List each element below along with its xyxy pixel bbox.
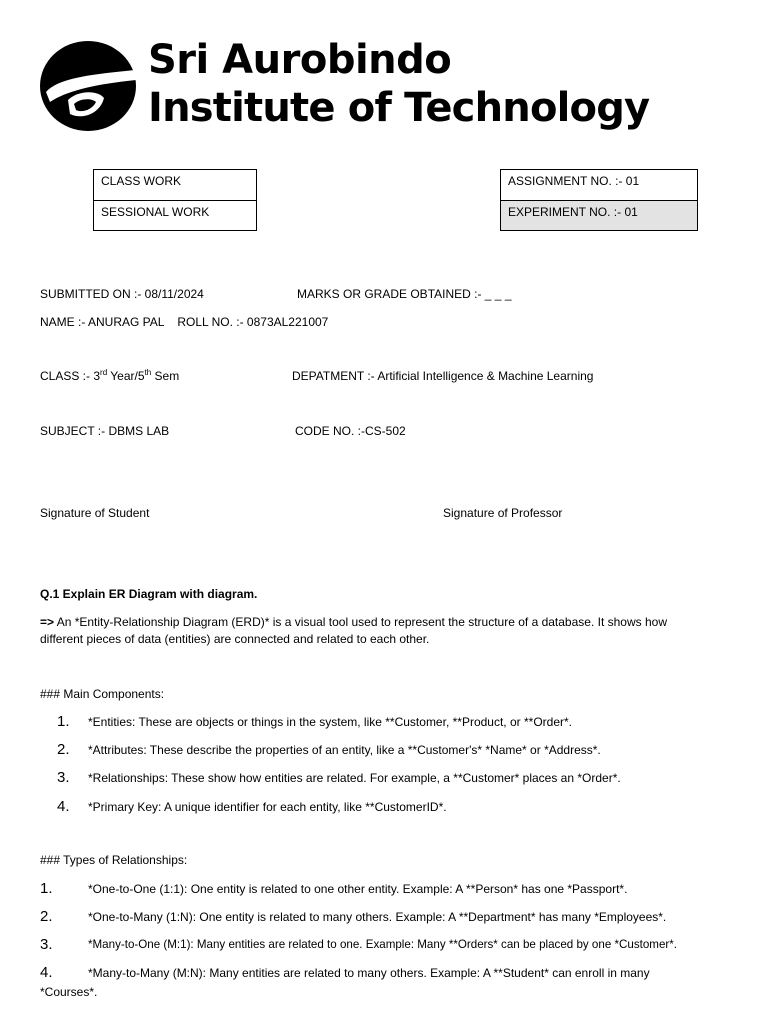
subject: SUBJECT :- DBMS LAB [40, 424, 170, 438]
code-no: CODE NO. :-CS-502 [295, 424, 406, 438]
relationships-heading: ### Types of Relationships: [40, 853, 188, 867]
answer-line-2: different pieces of data (entities) are connected and related to each other. [40, 632, 430, 646]
answer-line-1: => An *Entity-Relationship Diagram (ERD)* is a visual tool used to represent the structure of a database. It shows how [40, 615, 667, 629]
institute-name-line1: Sri Aurobindo [148, 37, 452, 83]
list-item-continuation: *Courses*. [40, 985, 98, 999]
marks-obtained: MARKS OR GRADE OBTAINED :- _ _ _ [297, 287, 512, 301]
submitted-on: SUBMITTED ON :- 08/11/2024 [40, 287, 204, 301]
question-title: Q.1 Explain ER Diagram with diagram. [40, 587, 258, 601]
institute-logo-icon [38, 40, 138, 132]
sessional-work-cell: SESSIONAL WORK [94, 200, 256, 230]
work-type-box [93, 169, 257, 231]
experiment-no-cell: EXPERIMENT NO. :- 01 [501, 200, 697, 230]
name-roll: NAME :- ANURAG PAL ROLL NO. :- 0873AL221007 [40, 315, 329, 329]
institute-name-line2: Institute of Technology [148, 85, 650, 131]
class-info: CLASS :- 3rd Year/5th Sem [40, 368, 180, 383]
signature-professor: Signature of Professor [443, 506, 563, 520]
assignment-no-cell: ASSIGNMENT NO. :- 01 [508, 174, 640, 188]
components-heading: ### Main Components: [40, 687, 165, 701]
assignment-box [500, 169, 698, 231]
class-work-cell: CLASS WORK [101, 174, 182, 188]
signature-student: Signature of Student [40, 506, 150, 520]
department: DEPATMENT :- Artificial Intelligence & Machine Learning [292, 369, 594, 383]
